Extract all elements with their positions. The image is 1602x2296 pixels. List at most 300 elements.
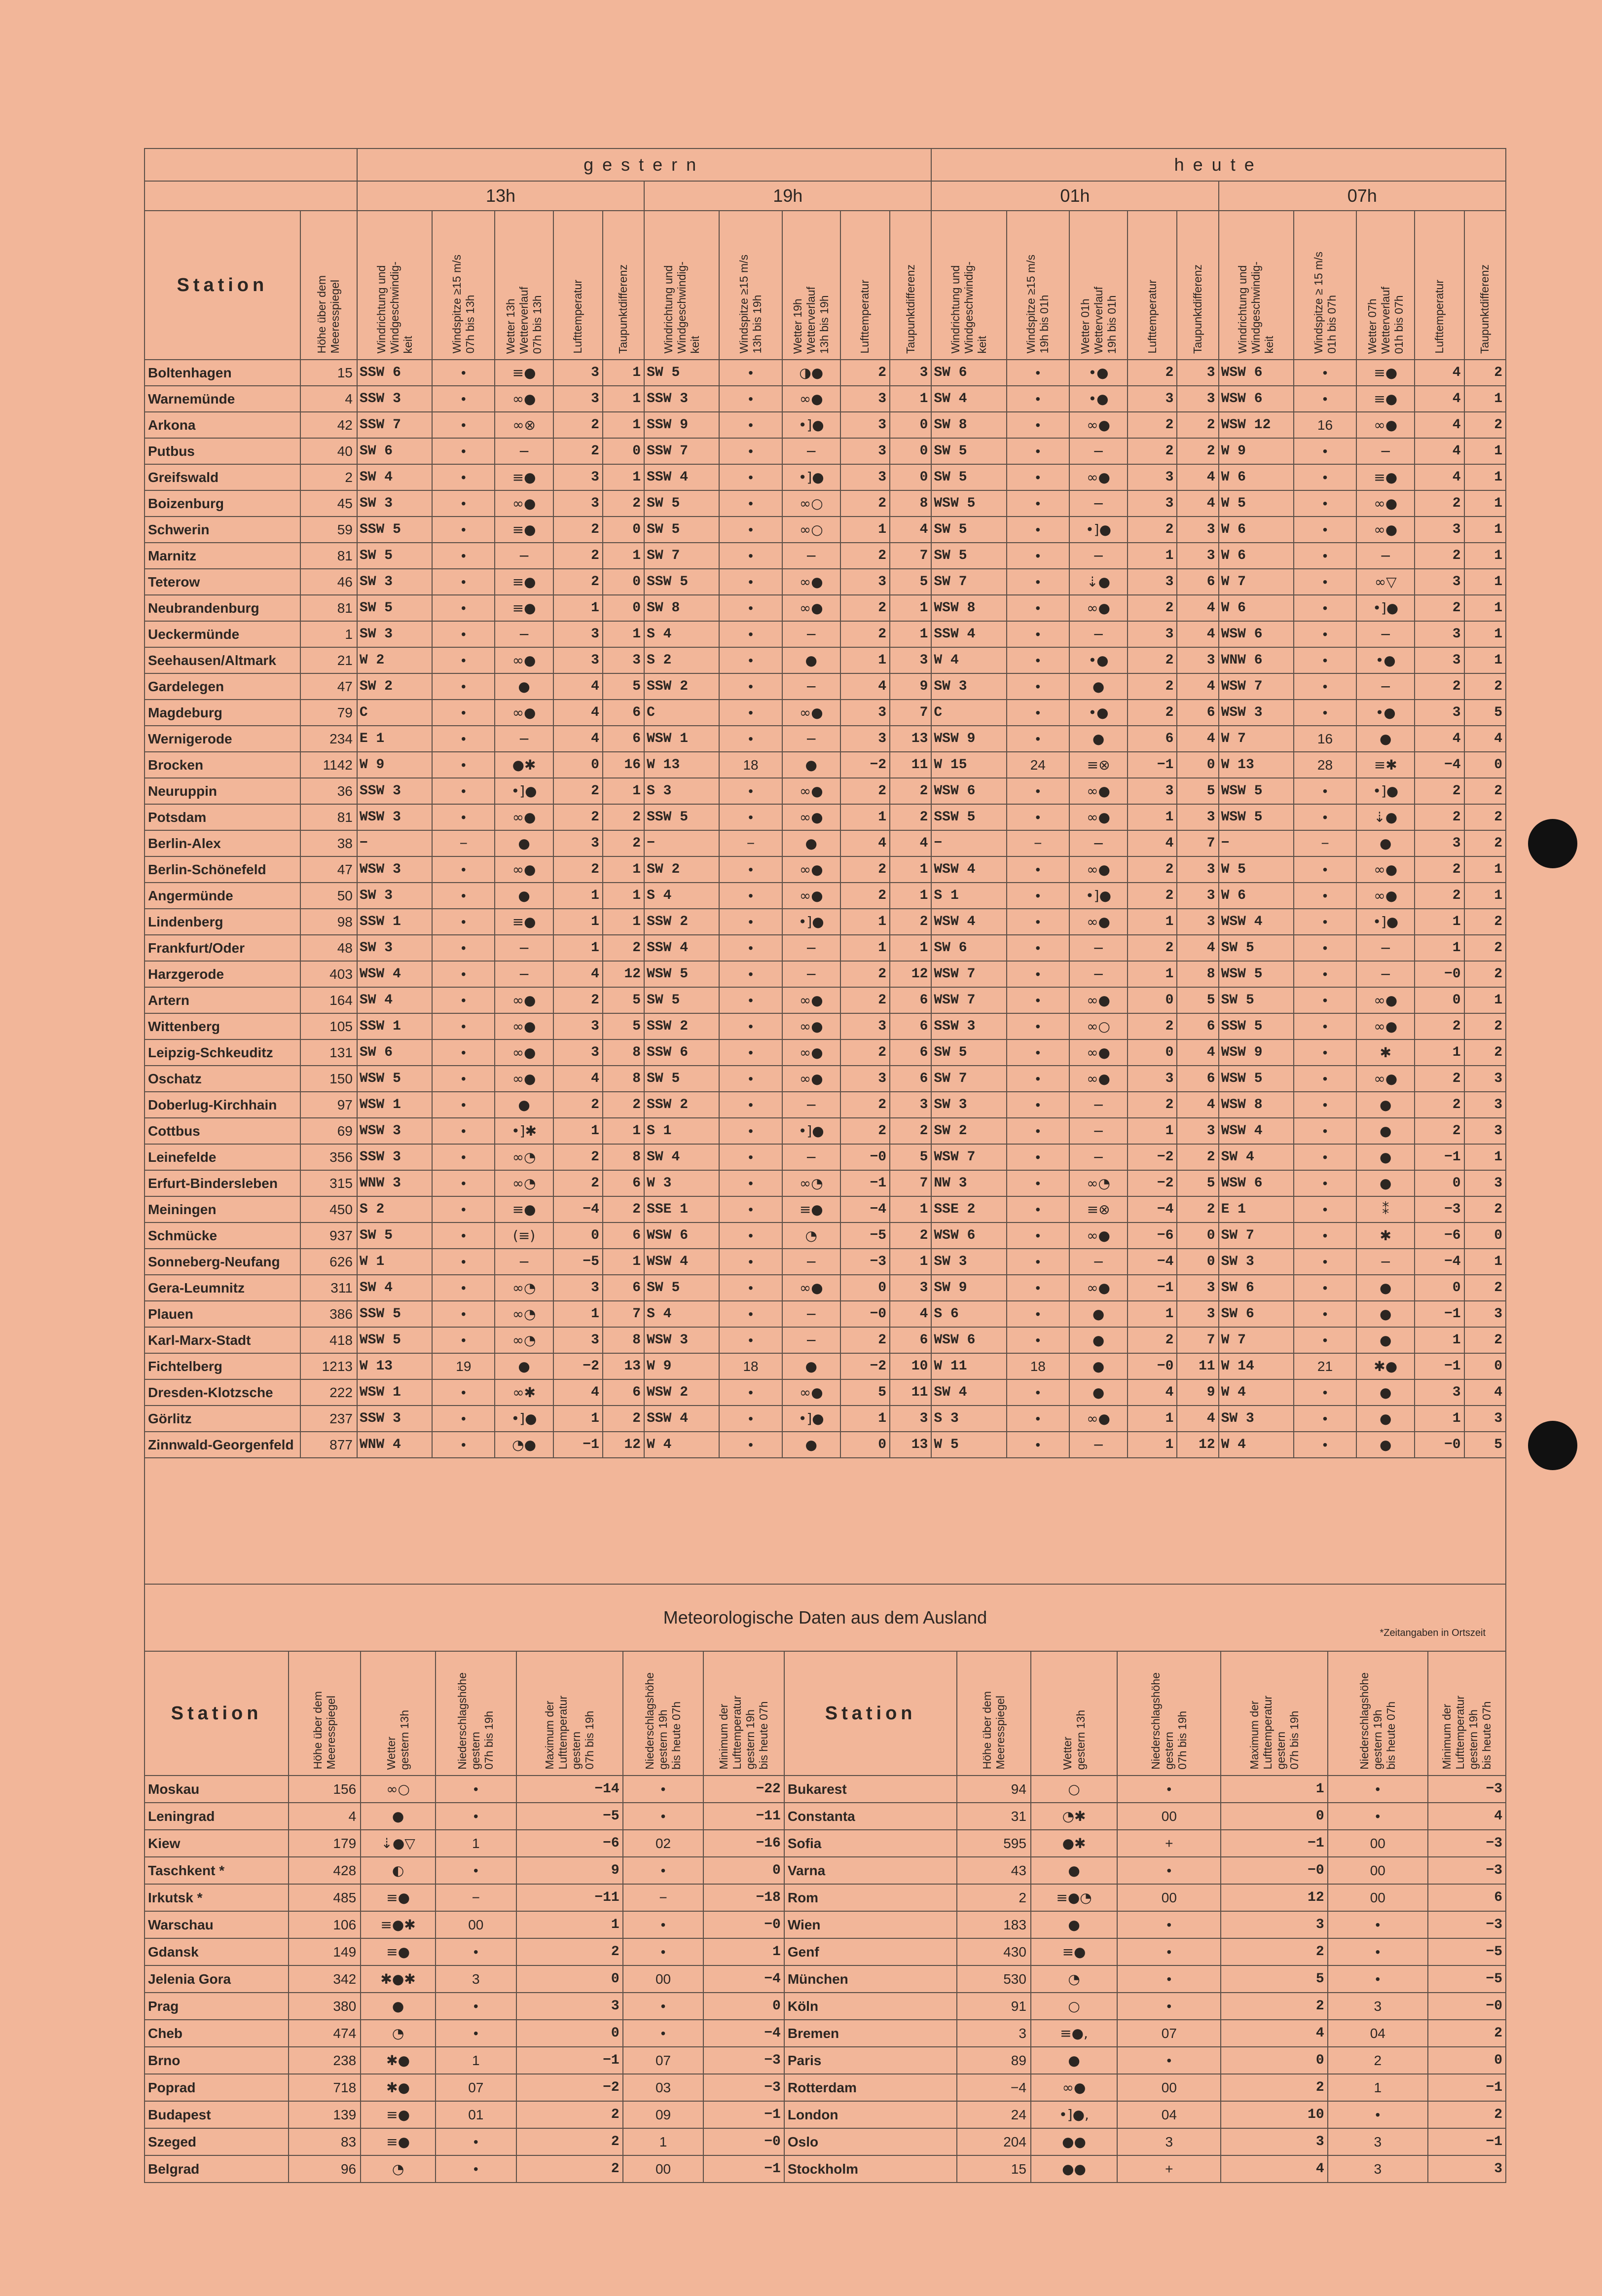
station-cell: 21	[300, 647, 357, 673]
station-row	[145, 647, 1506, 673]
foreign-cell: −11	[703, 1803, 784, 1830]
station-cell: •	[719, 569, 782, 595]
foreign-cell: −22	[703, 1776, 784, 1803]
station-cell: 3	[553, 830, 603, 856]
station-cell: 6	[890, 1066, 931, 1092]
station-cell: 1	[553, 1118, 603, 1144]
station-cell: −5	[840, 1222, 890, 1249]
station-cell: 8	[603, 1039, 644, 1066]
station-cell: 1	[1464, 464, 1506, 490]
station-cell: W 9	[1219, 438, 1294, 464]
foreign-cell: 6	[1428, 1884, 1506, 1911]
station-cell: 2	[1128, 935, 1177, 961]
station-cell: SW 6	[357, 1039, 432, 1066]
station-cell: −6	[1128, 1222, 1177, 1249]
foreign-cell: 0	[516, 1965, 623, 1993]
station-cell: 2	[553, 987, 603, 1013]
column-header	[719, 211, 782, 360]
station-cell: 105	[300, 1013, 357, 1039]
station-cell: •	[432, 386, 495, 412]
station-cell: W 2	[357, 647, 432, 673]
station-cell: 1	[1464, 987, 1506, 1013]
station-cell: •	[432, 1222, 495, 1249]
station-cell: 3	[1128, 464, 1177, 490]
station-cell: 4	[1415, 412, 1464, 438]
foreign-cell: 2	[957, 1884, 1031, 1911]
station-cell: ●	[1356, 1118, 1415, 1144]
foreign-cell: 24	[957, 2101, 1031, 2128]
time-13h: 13h	[357, 181, 644, 211]
foreign-cell: •	[623, 1776, 704, 1803]
station-cell: •	[719, 412, 782, 438]
column-header-text: Windspitze ≥15 m/s 19h bis 01h	[1024, 255, 1051, 354]
station-cell: ∞●	[1069, 1066, 1128, 1092]
station-cell: 4	[1177, 935, 1218, 961]
foreign-row	[145, 1830, 1506, 1857]
station-name: Potsdam	[145, 804, 300, 830]
foreign-cell: −0	[703, 2128, 784, 2155]
station-row	[145, 1275, 1506, 1301]
station-cell: •	[1007, 673, 1069, 700]
foreign-column-header	[957, 1651, 1031, 1776]
column-header	[1177, 211, 1218, 360]
station-cell: •	[1007, 909, 1069, 935]
station-cell: SW 5	[644, 517, 719, 543]
station-cell: WSW 9	[1219, 1039, 1294, 1066]
station-cell: 2	[1415, 804, 1464, 830]
station-cell: SW 7	[1219, 1222, 1294, 1249]
station-cell: WSW 7	[931, 987, 1006, 1013]
station-name: Karl-Marx-Stadt	[145, 1327, 300, 1353]
station-cell: 3	[1128, 1066, 1177, 1092]
station-cell: 3	[1177, 1301, 1218, 1327]
station-cell: 4	[1415, 726, 1464, 752]
station-cell: −	[432, 830, 495, 856]
foreign-cell: ✱●	[361, 2074, 436, 2101]
station-cell: SSW 3	[357, 778, 432, 804]
station-cell: SW 5	[357, 1222, 432, 1249]
station-cell: •	[1007, 804, 1069, 830]
station-cell: •	[1007, 1275, 1069, 1301]
station-cell: ✱	[1356, 1039, 1415, 1066]
station-cell: 2	[553, 569, 603, 595]
station-cell: S 4	[644, 621, 719, 647]
foreign-cell: •	[1117, 1911, 1221, 1938]
station-name: Seehausen/Altmark	[145, 647, 300, 673]
station-cell: −	[782, 673, 840, 700]
station-cell: 0	[603, 569, 644, 595]
station-cell: •	[719, 700, 782, 726]
station-name: Zinnwald-Georgenfeld	[145, 1432, 300, 1458]
station-name: Angermünde	[145, 883, 300, 909]
station-cell: •	[719, 1301, 782, 1327]
station-cell: W 6	[1219, 543, 1294, 569]
column-header	[553, 211, 603, 360]
station-cell: 3	[840, 726, 890, 752]
station-cell: •	[1007, 647, 1069, 673]
station-cell: •	[432, 360, 495, 386]
station-cell: SSW 2	[644, 909, 719, 935]
station-cell: 2	[1464, 961, 1506, 987]
station-cell: SW 2	[644, 856, 719, 883]
station-cell: ∞●	[782, 883, 840, 909]
foreign-cell: 2	[516, 1938, 623, 1965]
column-header-text: Windspitze ≥15 m/s 13h bis 19h	[737, 255, 764, 354]
station-cell: 5	[890, 569, 931, 595]
station-row	[145, 1066, 1506, 1092]
foreign-cell: ○	[1031, 1993, 1117, 2020]
station-cell: SW 3	[357, 883, 432, 909]
station-name: Boizenburg	[145, 490, 300, 517]
foreign-column-header	[703, 1651, 784, 1776]
station-cell: 3	[553, 490, 603, 517]
station-cell: •	[1294, 1118, 1356, 1144]
foreign-station-name: Köln	[784, 1993, 957, 2020]
foreign-cell: •	[1117, 1776, 1221, 1803]
foreign-cell: 3	[1328, 2155, 1428, 2183]
corner-cell-2	[145, 181, 357, 211]
station-name: Doberlug-Kirchhain	[145, 1092, 300, 1118]
foreign-station-name: London	[784, 2101, 957, 2128]
station-name: Neuruppin	[145, 778, 300, 804]
foreign-station-name: Irkutsk *	[145, 1884, 289, 1911]
foreign-cell: −4	[703, 2020, 784, 2047]
station-cell: ∞●	[1356, 883, 1415, 909]
foreign-row	[145, 2074, 1506, 2101]
station-cell: •	[432, 543, 495, 569]
foreign-cell: 380	[289, 1993, 361, 2020]
station-cell: •	[1294, 438, 1356, 464]
station-cell: 2	[553, 517, 603, 543]
station-cell: ●	[1356, 1327, 1415, 1353]
station-name: Frankfurt/Oder	[145, 935, 300, 961]
station-cell: ∞○	[1069, 1013, 1128, 1039]
foreign-cell: ≡●,	[1031, 2020, 1117, 2047]
station-cell: 2	[840, 1118, 890, 1144]
station-cell: −1	[1128, 1275, 1177, 1301]
station-cell: SW 5	[1219, 987, 1294, 1013]
foreign-cell: •	[436, 2155, 516, 2183]
station-cell: NW 3	[931, 1170, 1006, 1196]
station-cell: SSW 5	[357, 1301, 432, 1327]
station-cell: 16	[1294, 726, 1356, 752]
station-cell: WSW 6	[1219, 1170, 1294, 1196]
station-cell: 81	[300, 804, 357, 830]
station-cell: •	[432, 1066, 495, 1092]
foreign-cell: •	[1328, 2101, 1428, 2128]
station-cell: •	[432, 438, 495, 464]
foreign-row	[145, 1776, 1506, 1803]
station-cell: •	[1007, 1432, 1069, 1458]
station-cell: 2	[1464, 1196, 1506, 1222]
station-cell: −	[1356, 1249, 1415, 1275]
station-cell: (≡)	[495, 1222, 553, 1249]
station-cell: 1	[890, 1196, 931, 1222]
station-cell: •	[719, 595, 782, 621]
station-cell: 1	[603, 1118, 644, 1144]
column-header-text: Wetter 01h Wetterverlauf 19h bis 01h	[1078, 286, 1118, 354]
station-cell: −	[1007, 830, 1069, 856]
column-header	[931, 211, 1006, 360]
station-cell: •	[719, 438, 782, 464]
station-name: Leinefelde	[145, 1144, 300, 1170]
station-cell: 3	[890, 1275, 931, 1301]
station-cell: 2	[840, 1327, 890, 1353]
station-cell: SSW 4	[644, 1406, 719, 1432]
station-cell: SSW 5	[357, 517, 432, 543]
station-cell: SSW 3	[357, 1144, 432, 1170]
column-header	[495, 211, 553, 360]
station-cell: 2	[1415, 595, 1464, 621]
station-cell: ∞●	[1069, 464, 1128, 490]
foreign-cell: −4	[957, 2074, 1031, 2101]
station-cell: 1	[553, 883, 603, 909]
foreign-cell: −5	[1428, 1938, 1506, 1965]
station-cell: 150	[300, 1066, 357, 1092]
station-cell: 3	[840, 700, 890, 726]
station-row	[145, 804, 1506, 830]
station-cell: 2	[553, 1144, 603, 1170]
station-cell: 3	[1415, 569, 1464, 595]
station-cell: ∞●	[495, 804, 553, 830]
station-cell: 2	[603, 1196, 644, 1222]
foreign-cell: −1	[703, 2101, 784, 2128]
station-row	[145, 700, 1506, 726]
station-cell: W 6	[1219, 883, 1294, 909]
punch-hole-top	[1528, 819, 1577, 868]
station-cell: −1	[1415, 1144, 1464, 1170]
station-cell: ◔●	[495, 1432, 553, 1458]
column-header	[1464, 211, 1506, 360]
station-cell: −1	[840, 1170, 890, 1196]
station-row	[145, 1301, 1506, 1327]
station-cell: 18	[719, 752, 782, 778]
station-cell: −	[782, 1327, 840, 1353]
station-cell: 2	[1128, 647, 1177, 673]
station-cell: 3	[890, 360, 931, 386]
station-cell: ∞◔	[495, 1170, 553, 1196]
foreign-cell: −0	[703, 1911, 784, 1938]
station-cell: •	[1007, 438, 1069, 464]
station-cell: 8	[1177, 961, 1218, 987]
foreign-cell: 204	[957, 2128, 1031, 2155]
foreign-cell: 2	[1428, 2020, 1506, 2047]
foreign-cell: 2	[516, 2101, 623, 2128]
station-name: Berlin-Alex	[145, 830, 300, 856]
station-cell: −2	[1128, 1144, 1177, 1170]
foreign-cell: 43	[957, 1857, 1031, 1884]
station-cell: SW 5	[357, 543, 432, 569]
station-cell: 2	[1464, 1327, 1506, 1353]
column-header-text: Lufttemperatur	[571, 280, 584, 354]
station-cell: 0	[1177, 752, 1218, 778]
station-cell: 3	[1464, 1170, 1506, 1196]
foreign-cell: 00	[1328, 1857, 1428, 1884]
station-cell: 42	[300, 412, 357, 438]
foreign-cell: 5	[1221, 1965, 1327, 1993]
station-cell: WSW 5	[1219, 778, 1294, 804]
foreign-station-name: Kiew	[145, 1830, 289, 1857]
foreign-cell: −3	[703, 2047, 784, 2074]
station-cell: WSW 8	[1219, 1092, 1294, 1118]
station-cell: 6	[1128, 726, 1177, 752]
station-name: Meiningen	[145, 1196, 300, 1222]
station-cell: −	[782, 961, 840, 987]
station-cell: •	[719, 1222, 782, 1249]
foreign-station-name: Varna	[784, 1857, 957, 1884]
column-header	[782, 211, 840, 360]
station-cell: S 2	[644, 647, 719, 673]
foreign-cell: 3	[1117, 2128, 1221, 2155]
station-cell: SW 4	[357, 987, 432, 1013]
station-cell: 4	[553, 726, 603, 752]
station-cell: •	[1007, 883, 1069, 909]
foreign-cell: −0	[1428, 1993, 1506, 2020]
station-cell: •	[1294, 1066, 1356, 1092]
station-cell: •	[1294, 909, 1356, 935]
station-cell: 0	[1177, 1249, 1218, 1275]
station-cell: 47	[300, 856, 357, 883]
station-cell: 1	[890, 935, 931, 961]
station-cell: 4	[1415, 386, 1464, 412]
station-name: Boltenhagen	[145, 360, 300, 386]
foreign-cell: 0	[703, 1857, 784, 1884]
station-row	[145, 1013, 1506, 1039]
station-cell: ∞●	[782, 804, 840, 830]
station-cell: WSW 7	[931, 1144, 1006, 1170]
station-cell: •	[719, 883, 782, 909]
foreign-cell: 03	[623, 2074, 704, 2101]
station-cell: ∞●	[1356, 1066, 1415, 1092]
station-cell: SSW 1	[357, 1013, 432, 1039]
foreign-cell: 2	[1221, 2074, 1327, 2101]
foreign-cell: 07	[436, 2074, 516, 2101]
foreign-row	[145, 2128, 1506, 2155]
station-cell: ∞●	[495, 856, 553, 883]
station-cell: SSW 5	[1219, 1013, 1294, 1039]
station-cell: 8	[890, 490, 931, 517]
station-name: Gera-Leumnitz	[145, 1275, 300, 1301]
foreign-cell: 07	[623, 2047, 704, 2074]
station-cell: 0	[1464, 752, 1506, 778]
station-cell: SW 5	[931, 1039, 1006, 1066]
station-cell: •●	[1356, 647, 1415, 673]
station-cell: WSW 3	[357, 1118, 432, 1144]
station-cell: W 7	[1219, 1327, 1294, 1353]
station-cell: 1	[1415, 1039, 1464, 1066]
station-cell: 59	[300, 517, 357, 543]
station-cell: •	[1007, 726, 1069, 752]
station-cell: •	[719, 1275, 782, 1301]
station-cell: WSW 9	[931, 726, 1006, 752]
foreign-cell: 00	[1117, 1884, 1221, 1911]
station-cell: 6	[1177, 569, 1218, 595]
foreign-cell: 595	[957, 1830, 1031, 1857]
station-cell: ∞●	[1069, 1406, 1128, 1432]
station-cell: 1	[1128, 909, 1177, 935]
station-cell: 3	[1128, 621, 1177, 647]
station-cell: ∞●	[782, 569, 840, 595]
station-cell: SW 5	[1219, 935, 1294, 961]
station-cell: •]●	[782, 1406, 840, 1432]
station-cell: 1	[890, 883, 931, 909]
station-cell: •]●	[782, 909, 840, 935]
foreign-cell: 179	[289, 1830, 361, 1857]
station-cell: 47	[300, 673, 357, 700]
foreign-station-name: Genf	[784, 1938, 957, 1965]
foreign-row	[145, 1938, 1506, 1965]
station-cell: 2	[1464, 830, 1506, 856]
station-cell: 3	[1415, 1379, 1464, 1406]
station-cell: E 1	[357, 726, 432, 752]
station-cell: −	[1069, 1118, 1128, 1144]
station-cell: •	[1294, 883, 1356, 909]
station-cell: W 13	[1219, 752, 1294, 778]
station-cell: ∞●	[782, 1013, 840, 1039]
foreign-cell: ≡●	[1031, 1938, 1117, 1965]
station-row	[145, 621, 1506, 647]
station-cell: C	[644, 700, 719, 726]
station-cell: 0	[890, 412, 931, 438]
station-cell: 1	[840, 804, 890, 830]
column-header-text: Windspitze ≥15 m/s 07h bis 13h	[450, 255, 476, 354]
station-cell: •	[432, 1275, 495, 1301]
station-cell: 3	[840, 386, 890, 412]
station-cell: WNW 3	[357, 1170, 432, 1196]
foreign-cell: ≡●	[361, 1884, 436, 1911]
station-cell: ●	[495, 1353, 553, 1379]
station-cell: •]●	[782, 464, 840, 490]
station-cell: 1	[1415, 935, 1464, 961]
foreign-cell: 2	[1221, 1938, 1327, 1965]
group-today: heute	[931, 148, 1506, 181]
station-cell: SSW 5	[644, 804, 719, 830]
foreign-cell: −1	[1221, 1830, 1327, 1857]
station-cell: 2	[890, 1118, 931, 1144]
station-cell: •	[432, 517, 495, 543]
station-cell: •	[1007, 1327, 1069, 1353]
station-cell: 12	[603, 1432, 644, 1458]
station-cell: 2	[603, 490, 644, 517]
station-cell: 1	[1464, 647, 1506, 673]
station-cell: •	[1294, 1275, 1356, 1301]
foreign-cell: •	[436, 1857, 516, 1884]
foreign-row	[145, 1857, 1506, 1884]
station-cell: 4	[1177, 673, 1218, 700]
station-cell: 1	[1464, 856, 1506, 883]
station-cell: 1	[890, 621, 931, 647]
station-cell: SW 6	[931, 360, 1006, 386]
station-cell: W 6	[1219, 595, 1294, 621]
station-cell: SW 3	[931, 673, 1006, 700]
station-cell: •]●	[1356, 778, 1415, 804]
station-cell: 937	[300, 1222, 357, 1249]
station-cell: ∞●	[495, 490, 553, 517]
station-cell: 3	[840, 1013, 890, 1039]
station-name: Wittenberg	[145, 1013, 300, 1039]
station-cell: −	[1294, 830, 1356, 856]
station-cell: 21	[1294, 1353, 1356, 1379]
station-cell: E 1	[1219, 1196, 1294, 1222]
station-cell: •]●	[1069, 517, 1128, 543]
height-header-text: Höhe über dem Meeresspiegel	[315, 275, 342, 354]
station-cell: 1	[1464, 543, 1506, 569]
station-cell: 4	[553, 673, 603, 700]
station-cell: •	[719, 1066, 782, 1092]
station-name: Gardelegen	[145, 673, 300, 700]
foreign-cell: •	[1328, 1938, 1428, 1965]
station-name: Ueckermünde	[145, 621, 300, 647]
